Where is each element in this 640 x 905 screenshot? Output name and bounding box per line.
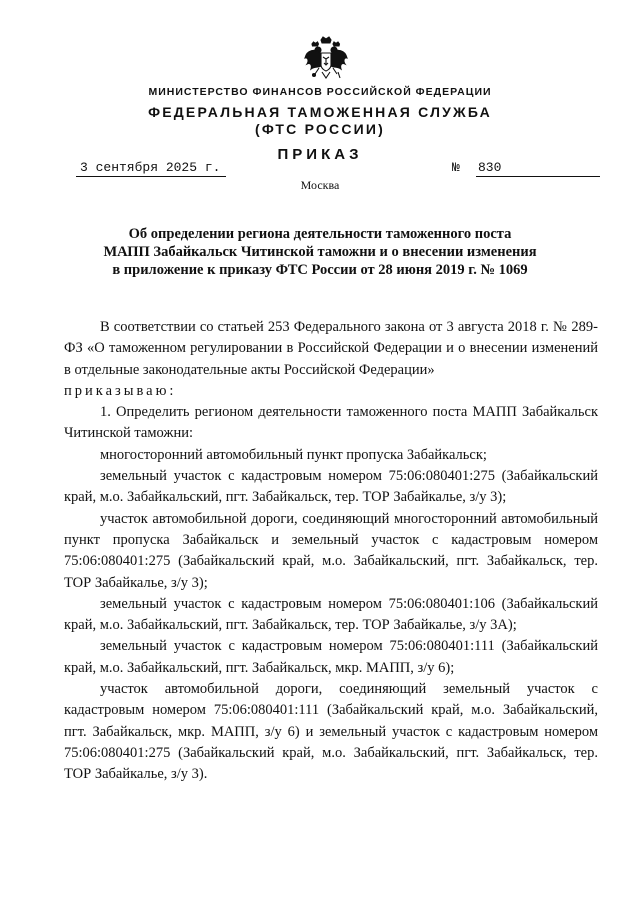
sub-item-1: многосторонний автомобильный пункт пропуска Забайкальск;: [100, 446, 487, 463]
number-sign: №: [452, 160, 460, 175]
document-title: [90, 225, 550, 279]
sub-item-2: земельный участок с кадастровым номером 75:06:080401:275 (Забайкальский край, м.о. Забайкальский, пгт. Забайкальск, тер. ТОР Забайкалье, з/у 3);: [64, 468, 598, 506]
coat-of-arms-icon: [302, 34, 350, 84]
sub-item-4: земельный участок с кадастровым номером 75:06:080401:106 (Забайкальский край, м.о. Забайкальский, пгт. Забайкальск, тер. ТОР Забайкалье, з/у 3А);: [64, 595, 598, 634]
order-number-block: [452, 160, 598, 176]
order-word: приказываю:: [64, 382, 177, 399]
order-date: 3 сентября 2025 г.: [76, 160, 226, 177]
title-line2: МАПП Забайкальск Читинской таможни и о внесении изменения: [103, 244, 537, 260]
document-body: [64, 317, 598, 786]
ministry-name: МИНИСТЕРСТВО ФИНАНСОВ РОССИЙСКОЙ ФЕДЕРАЦИИ: [148, 86, 492, 98]
order-number: 830: [476, 160, 600, 177]
preamble: В соответствии со статьей 253 Федерального закона от 3 августа 2018 г. № 289-ФЗ «О таможенном регулировании в Российской Федерации и о внесении изменений в отдельные законодательные акты Российской Федерации»: [64, 319, 598, 378]
sub-item-3: участок автомобильной дороги, соединяющий многосторонний автомобильный пункт пропуска Забайкальск и земельный участок с кадастровым номером 75:06:080401:275 (Забайкальский край, м.о. Забайкальский, пгт. Забайкальск, тер. ТОР Забайкалье, з/у 3);: [64, 510, 598, 591]
title-line1: Об определении региона деятельности таможенного поста: [128, 226, 512, 242]
service-name-line2: (ФТС РОССИИ): [254, 121, 386, 137]
service-name: [0, 104, 640, 138]
title-line3: в приложение к приказу ФТС России от 28 июня 2019 г. № 1069: [112, 262, 528, 278]
sub-item-6: участок автомобильной дороги, соединяющий земельный участок с кадастровым номером 75:06:080401:111 (Забайкальский край, м.о. Забайкальский, пгт. Забайкальск, мкр. МАПП, з/у 6) и земельный участок с кадастровым номером 75:06:080401:275 (Забайкальский край, м.о. Забайкальский, пгт. Забайкальск, тер. ТОР Забайкалье, з/у 3).: [64, 681, 598, 783]
service-name-line1: ФЕДЕРАЛЬНАЯ ТАМОЖЕННАЯ СЛУЖБА: [148, 104, 492, 120]
sub-item-5: земельный участок с кадастровым номером 75:06:080401:111 (Забайкальский край, м.о. Забайкальский, пгт. Забайкальск, мкр. МАПП, з/у 6);: [64, 638, 598, 676]
document-type: ПРИКАЗ: [277, 146, 363, 163]
city: Москва: [300, 178, 340, 192]
item-1: 1. Определить регионом деятельности таможенного поста МАПП Забайкальск Читинской таможни:: [64, 404, 598, 442]
